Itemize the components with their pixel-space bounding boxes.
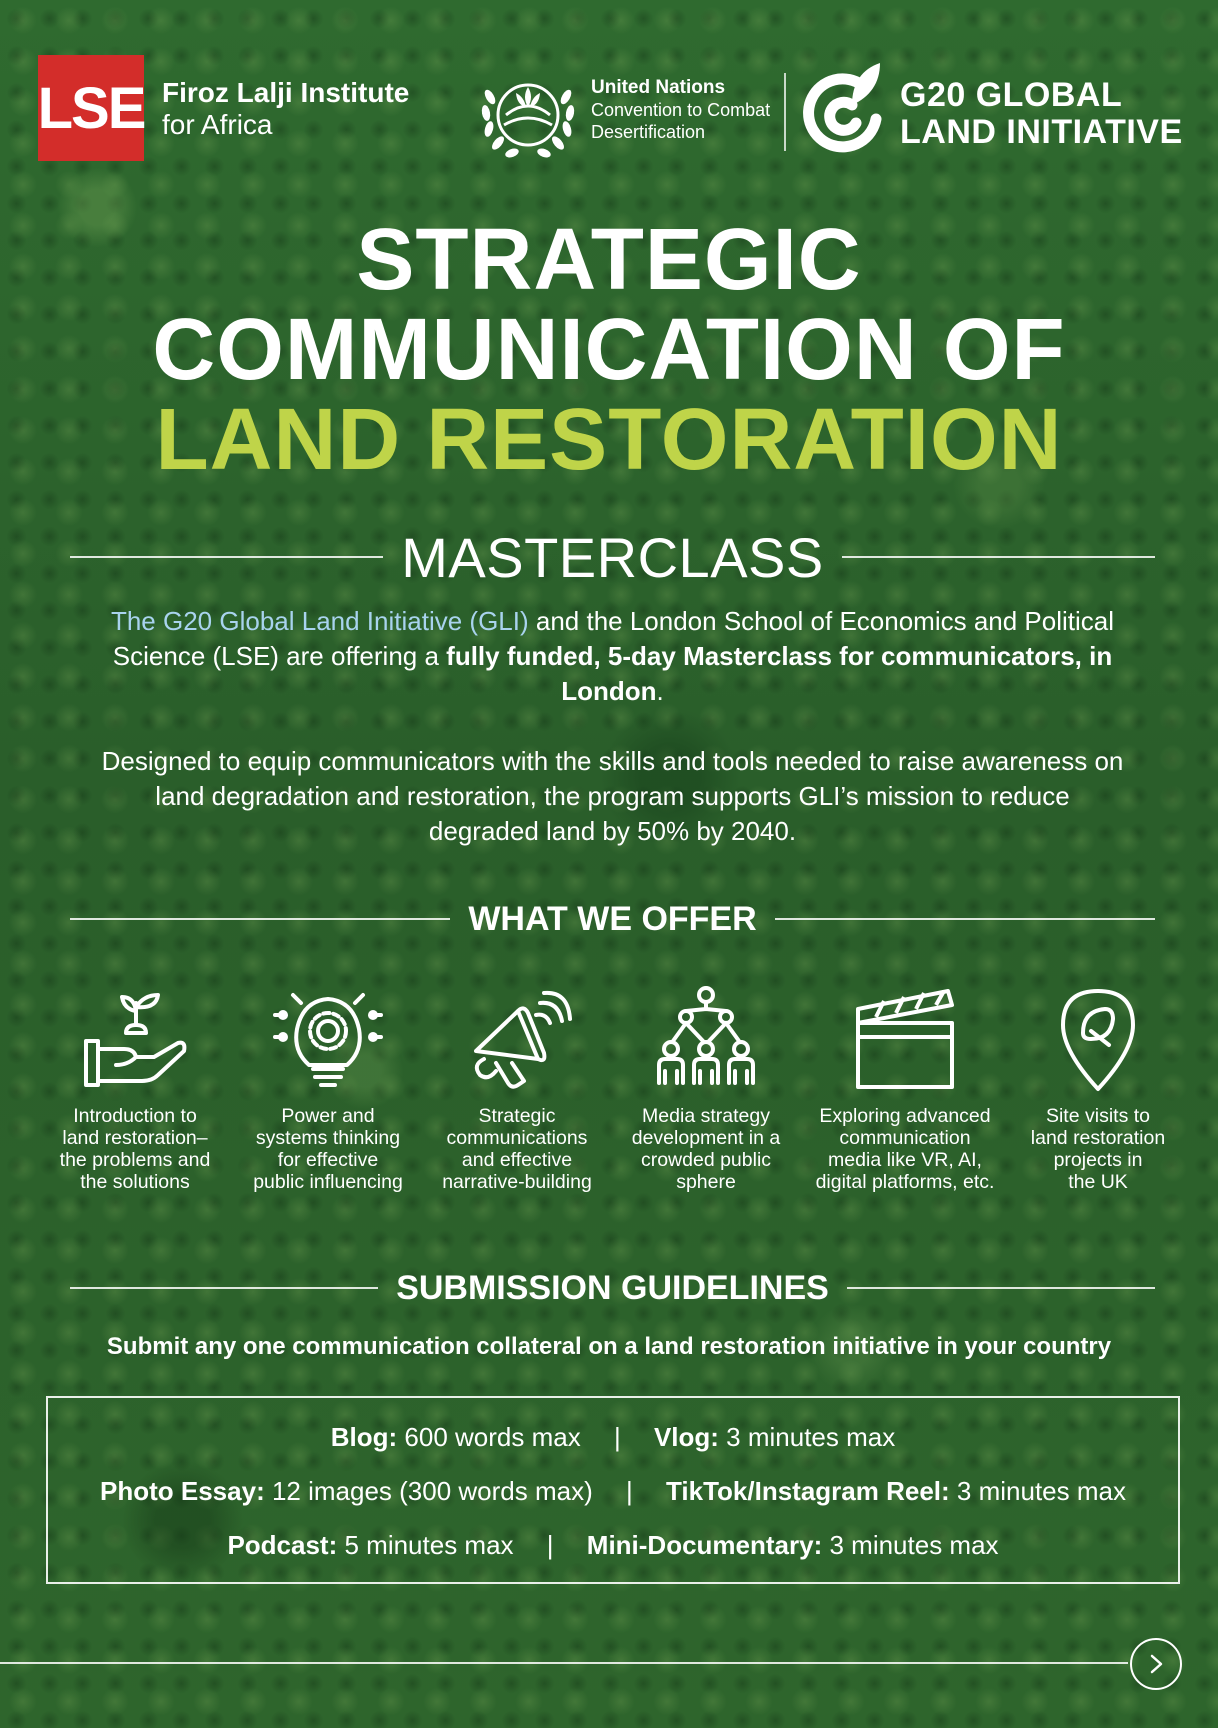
offer-line: Exploring advanced — [819, 1105, 991, 1127]
intro-bold: fully funded, 5-day Masterclass for communicators, in London — [446, 641, 1113, 706]
un-line3: Desertification — [591, 122, 706, 142]
un-line2: Convention to Combat — [591, 100, 771, 120]
program-description: Designed to equip communicators with the skills and tools needed to raise awareness on land degradation and restoration, the program supports GLI’s mission to reduce degraded land by 50% by 2040. — [101, 746, 1124, 846]
offer-line: communications — [446, 1127, 588, 1149]
offer-line: Site visits to — [1045, 1105, 1151, 1127]
g20-line1: G20 GLOBAL — [900, 76, 1123, 114]
offer-item — [40, 985, 230, 1193]
offer-line: Strategic — [478, 1105, 556, 1127]
title-line3: LAND RESTORATION — [155, 391, 1063, 488]
g20-line2: LAND INITIATIVE — [900, 113, 1183, 151]
offer-item — [1003, 985, 1193, 1193]
intro-paragraph — [70, 604, 1155, 709]
g20-leaf-logo-icon — [800, 59, 886, 155]
offer-line: projects in — [1053, 1149, 1143, 1171]
offer-line: systems thinking — [255, 1127, 401, 1149]
rule-left — [70, 556, 383, 558]
offer-text — [422, 1105, 612, 1193]
guideline-value: 3 minutes max — [949, 1476, 1126, 1506]
rule-left — [70, 918, 450, 920]
offer-line: crowded public — [640, 1149, 772, 1171]
offer-text — [40, 1105, 230, 1193]
offer-item — [422, 985, 612, 1193]
offer-line: narrative-building — [442, 1171, 592, 1193]
masterclass-heading-row — [70, 522, 1155, 592]
offer-line: Introduction to — [73, 1105, 197, 1127]
rule-right — [847, 1287, 1155, 1289]
lse-institute-line2: for Africa — [162, 109, 273, 140]
offer-line: digital platforms, etc. — [815, 1171, 995, 1193]
header — [38, 55, 1183, 165]
offer-heading: WHAT WE OFFER — [468, 899, 757, 938]
offer-item — [611, 985, 801, 1193]
footer-rule — [0, 1662, 1128, 1664]
intro-end: . — [656, 676, 664, 706]
lse-institute-line1: Firoz Lalji Institute — [162, 77, 410, 108]
offer-line: the solutions — [80, 1171, 190, 1193]
guideline-value: 3 minutes max — [718, 1422, 896, 1452]
un-line1: United Nations — [591, 77, 726, 98]
offer-line: and effective — [461, 1149, 573, 1171]
offer-line: for effective — [277, 1149, 379, 1171]
offer-line: the problems and — [59, 1149, 211, 1171]
guideline-value: 12 images (300 words max) — [264, 1476, 593, 1506]
g20-name — [900, 77, 1183, 151]
location-pin-leaf-icon — [1043, 985, 1153, 1097]
un-convention-name — [591, 77, 770, 143]
rule-left — [70, 1287, 378, 1289]
guidelines-box — [46, 1396, 1180, 1584]
lse-logo: LSE — [38, 55, 144, 161]
offer-item — [810, 985, 1000, 1193]
chevron-right-icon — [1145, 1653, 1167, 1675]
separator: | — [546, 1530, 554, 1560]
offer-line: land restoration — [1030, 1127, 1166, 1149]
next-page-button[interactable] — [1130, 1638, 1182, 1690]
offer-line: sphere — [676, 1171, 736, 1193]
masterclass-label: MASTERCLASS — [401, 525, 824, 589]
guideline-label: Blog: — [330, 1422, 398, 1452]
offer-heading-row — [70, 897, 1155, 941]
megaphone-icon — [462, 985, 572, 1097]
offer-line: development in a — [631, 1127, 781, 1149]
offer-line: the UK — [1068, 1171, 1128, 1193]
hand-seedling-icon — [80, 985, 190, 1097]
guideline-row — [48, 1476, 1178, 1507]
separator: | — [613, 1422, 621, 1452]
guideline-label: Vlog: — [653, 1422, 719, 1452]
intro-text: and the London School of Economics and Political Science (LSE) are offering a — [112, 606, 1115, 671]
offer-line: land restoration– — [62, 1127, 208, 1149]
guideline-value: 5 minutes max — [337, 1530, 514, 1560]
offer-line: public influencing — [253, 1171, 403, 1193]
offer-line: Power and — [281, 1105, 375, 1127]
lse-institute-name — [162, 77, 409, 141]
header-divider — [784, 73, 786, 151]
offer-item — [233, 985, 423, 1193]
guideline-row — [48, 1530, 1178, 1561]
offer-text — [1003, 1105, 1193, 1193]
guideline-label: Podcast: — [227, 1530, 338, 1560]
submission-heading: SUBMISSION GUIDELINES — [396, 1268, 829, 1307]
guideline-value: 600 words max — [397, 1422, 581, 1452]
rule-right — [775, 918, 1155, 920]
title-line2: COMMUNICATION OF — [152, 301, 1066, 398]
offer-list — [40, 985, 1190, 1205]
offer-text — [233, 1105, 423, 1193]
un-emblem-icon — [476, 67, 580, 167]
guideline-label: Mini-Documentary: — [586, 1530, 823, 1560]
lightbulb-gear-icon — [273, 985, 383, 1097]
title-line1: STRATEGIC — [356, 211, 862, 308]
gli-link[interactable]: The G20 Global Land Initiative (GLI) — [110, 606, 529, 636]
offer-text — [810, 1105, 1000, 1193]
separator: | — [626, 1476, 633, 1506]
guideline-row — [48, 1422, 1178, 1453]
rule-right — [842, 556, 1155, 558]
offer-line: media like VR, AI, — [828, 1149, 982, 1171]
clapperboard-icon — [850, 985, 960, 1097]
guideline-value: 3 minutes max — [822, 1530, 999, 1560]
guideline-label: Photo Essay: — [100, 1476, 265, 1506]
submission-heading-row — [70, 1266, 1155, 1310]
submission-intro: Submit any one communication collateral on a land restoration initiative in your country — [106, 1333, 1112, 1360]
offer-line: Media strategy — [642, 1105, 770, 1127]
guideline-label: TikTok/Instagram Reel: — [666, 1476, 950, 1506]
people-network-icon — [651, 985, 761, 1097]
offer-line: communication — [839, 1127, 971, 1149]
offer-text — [611, 1105, 801, 1193]
